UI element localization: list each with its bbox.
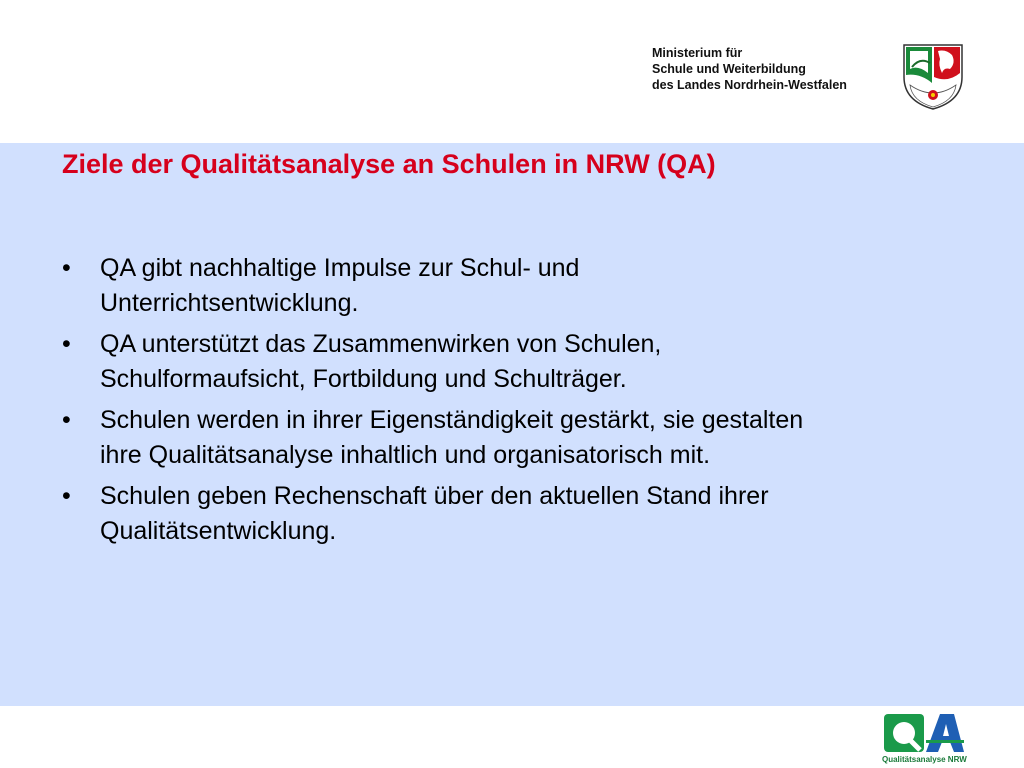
qa-logo-tagline: Qualitätsanalyse NRW: [882, 755, 967, 764]
bullet-list: [62, 251, 962, 555]
ministry-line-1: Ministerium für: [652, 46, 743, 60]
ministry-name: [652, 45, 847, 93]
bullet-text-line-2: ihre Qualitätsanalyse inhaltlich und organisatorisch mit.: [100, 441, 711, 469]
bullet-text-line-2: Qualitätsentwicklung.: [100, 517, 337, 545]
bullet-dot: •: [62, 482, 71, 510]
bullet-item: [62, 327, 962, 397]
bullet-text-line-1: Schulen geben Rechenschaft über den aktuellen Stand ihrer: [100, 482, 769, 510]
slide-title: Ziele der Qualitätsanalyse an Schulen in NRW (QA): [62, 149, 716, 179]
bullet-text-line-2: Unterrichtsentwicklung.: [100, 289, 359, 317]
bullet-item: [62, 251, 962, 321]
ministry-line-2: Schule und Weiterbildung: [652, 62, 806, 76]
bullet-item: [62, 403, 962, 473]
ministry-line-3: des Landes Nordrhein-Westfalen: [652, 78, 847, 92]
bullet-text-line-1: Schulen werden in ihrer Eigenständigkeit gestärkt, sie gestalten: [100, 406, 804, 434]
bullet-text-line-1: QA unterstützt das Zusammenwirken von Schulen,: [100, 330, 662, 358]
bullet-text-line-2: Schulformaufsicht, Fortbildung und Schulträger.: [100, 365, 627, 393]
nrw-coat-of-arms-icon: [902, 43, 964, 111]
bullet-dot: •: [62, 254, 71, 282]
bullet-text-line-1: QA gibt nachhaltige Impulse zur Schul- und: [100, 254, 580, 282]
bullet-dot: •: [62, 406, 71, 434]
bullet-item: [62, 479, 962, 549]
bullet-dot: •: [62, 330, 71, 358]
